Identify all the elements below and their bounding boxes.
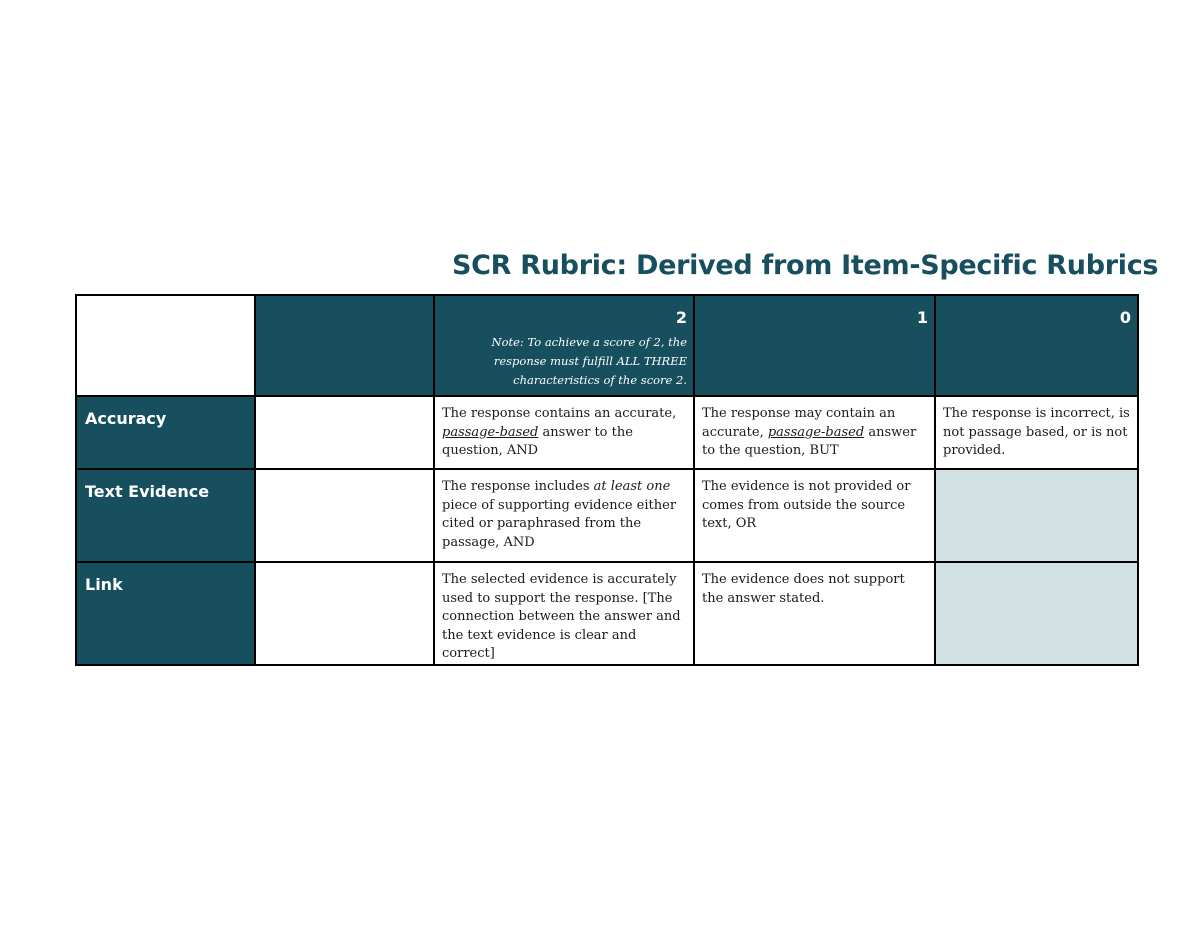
score-0-label: 0 [1119,308,1131,327]
text-segment: The response includes [442,479,590,494]
blank-cell [255,562,434,665]
text-segment: piece of supporting evidence either cited or paraphrased from the passage, AND [442,497,677,550]
link-score-0-empty [935,562,1138,665]
emphasis-text: at least one [593,479,671,494]
criterion-accuracy: Accuracy [76,396,255,469]
text-evidence-score-0-empty [935,469,1138,562]
rubric-table [75,294,1139,666]
table-row [76,469,1138,562]
text-segment: The response contains an accurate, [442,406,677,421]
score-1-label: 1 [916,308,928,327]
table-row [76,562,1138,665]
text-segment: answer to the question, BUT [702,424,917,458]
blank-cell [255,396,434,469]
text-evidence-score-2 [434,469,694,562]
score-1-header [694,295,935,396]
blank-cell [255,469,434,562]
score-2-header [434,295,694,396]
header-row [76,295,1138,396]
accuracy-score-2 [434,396,694,469]
criterion-link: Link [76,562,255,665]
accuracy-score-0: The response is incorrect, is not passage based, or is not provided. [935,396,1138,469]
criterion-text-evidence: Text Evidence [76,469,255,562]
document-title: SCR Rubric: Derived from Item-Specific Rubrics [452,250,1159,281]
link-score-1: The evidence does not support the answer stated. [694,562,935,665]
emphasis-text: passage-based [767,424,865,440]
text-segment: answer to the question, AND [442,424,633,458]
header-empty-teal-cell [255,295,434,396]
text-segment: The response may contain an accurate, [702,406,896,440]
link-score-2: The selected evidence is accurately used to support the response. [The connection between the answer and the text evidence is clear and correct] [434,562,694,665]
emphasis-text: passage-based [442,424,539,440]
score-2-label: 2 [675,308,687,327]
score-2-note: Note: To achieve a score of 2, the response must fulfill ALL THREE characteristics of the score 2. [491,335,687,387]
score-0-header [935,295,1138,396]
header-blank-cell [76,295,255,396]
accuracy-score-1 [694,396,935,469]
text-evidence-score-1: The evidence is not provided or comes from outside the source text, OR [694,469,935,562]
table-row [76,396,1138,469]
